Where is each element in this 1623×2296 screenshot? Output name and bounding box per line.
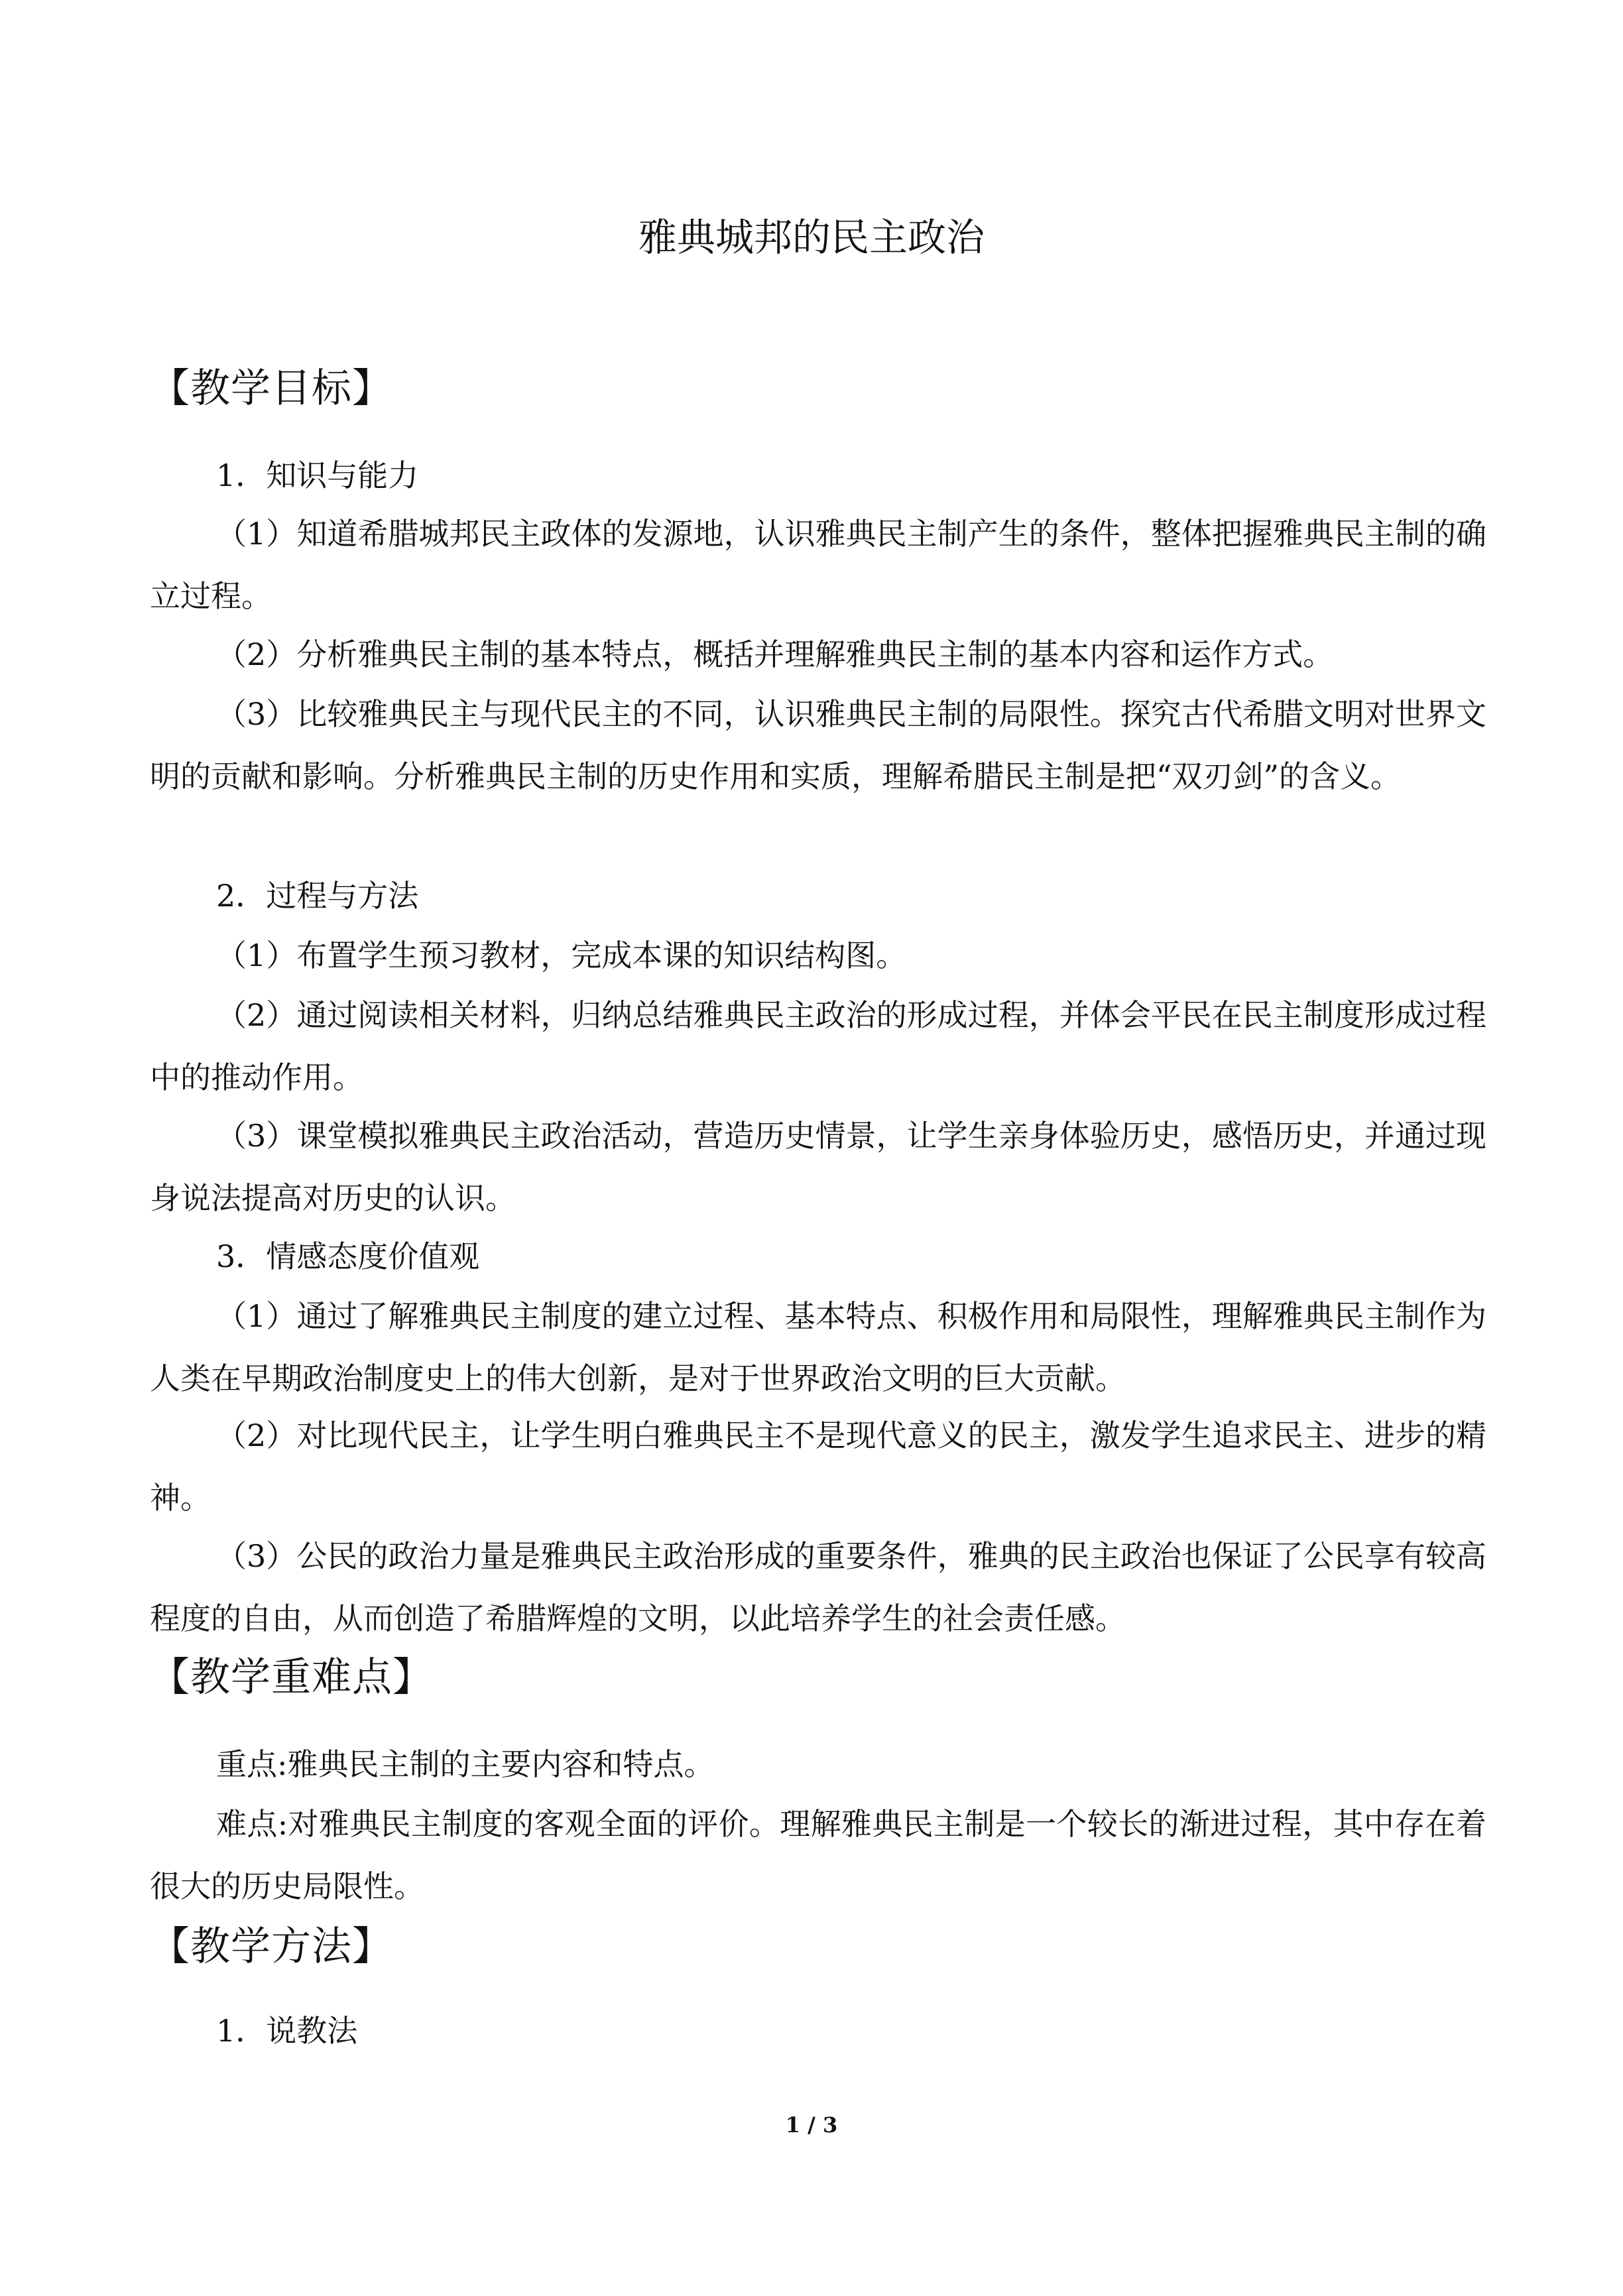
goals-paragraph-4: （1）布置学生预习教材，完成本课的知识结构图。 — [216, 937, 907, 973]
goals-paragraph-8: （2）对比现代民主，让学生明白雅典民主不是现代意义的民主，激发学生追求民主、进步的精神。 — [150, 1418, 1486, 1516]
section-heading-keypoints: 【教学重难点】 — [150, 1654, 433, 1701]
goals-paragraph-6: （3）课堂模拟雅典民主政治活动，营造历史情景，让学生亲身体验历史，感悟历史，并通过现身说法提高对历史的认识。 — [150, 1118, 1486, 1216]
goals-paragraph-3: （3）比较雅典民主与现代民主的不同，认识雅典民主制的局限性。探究古代希腊文明对世界文明的贡献和影响。分析雅典民主制的历史作用和实质，理解希腊民主制是把“双刃剑”的含义。 — [150, 696, 1486, 794]
goals-paragraph-5: （2）通过阅读相关材料，归纳总结雅典民主政治的形成过程，并体会平民在民主制度形成过程中的推动作用。 — [150, 997, 1486, 1095]
keypoints-difficulty: 难点:对雅典民主制度的客观全面的评价。理解雅典民主制是一个较长的渐进过程，其中存在着很大的历史局限性。 — [150, 1806, 1486, 1904]
goals-item-1: 1．知识与能力 — [216, 457, 419, 493]
document-title: 雅典城邦的民主政治 — [638, 215, 985, 260]
keypoints-focus: 重点:雅典民主制的主要内容和特点。 — [216, 1746, 715, 1782]
goals-paragraph-1: （1）知道希腊城邦民主政体的发源地，认识雅典民主制产生的条件，整体把握雅典民主制的确立过程。 — [150, 516, 1486, 614]
goals-item-2: 2．过程与方法 — [216, 878, 419, 914]
goals-paragraph-2: （2）分析雅典民主制的基本特点，概括并理解雅典民主制的基本内容和运作方式。 — [216, 636, 1334, 672]
section-heading-methods: 【教学方法】 — [150, 1923, 392, 1970]
goals-paragraph-7: （1）通过了解雅典民主制度的建立过程、基本特点、积极作用和局限性，理解雅典民主制作为人类在早期政治制度史上的伟大创新，是对于世界政治文明的巨大贡献。 — [150, 1298, 1486, 1396]
section-heading-goals: 【教学目标】 — [150, 365, 392, 412]
goals-paragraph-9: （3）公民的政治力量是雅典民主政治形成的重要条件，雅典的民主政治也保证了公民享有较高程度的自由，从而创造了希腊辉煌的文明，以此培养学生的社会责任感。 — [150, 1538, 1486, 1636]
page-number: 1 / 3 — [785, 2112, 838, 2138]
methods-item-1: 1．说教法 — [216, 2013, 358, 2049]
goals-item-3: 3．情感态度价值观 — [216, 1239, 480, 1274]
